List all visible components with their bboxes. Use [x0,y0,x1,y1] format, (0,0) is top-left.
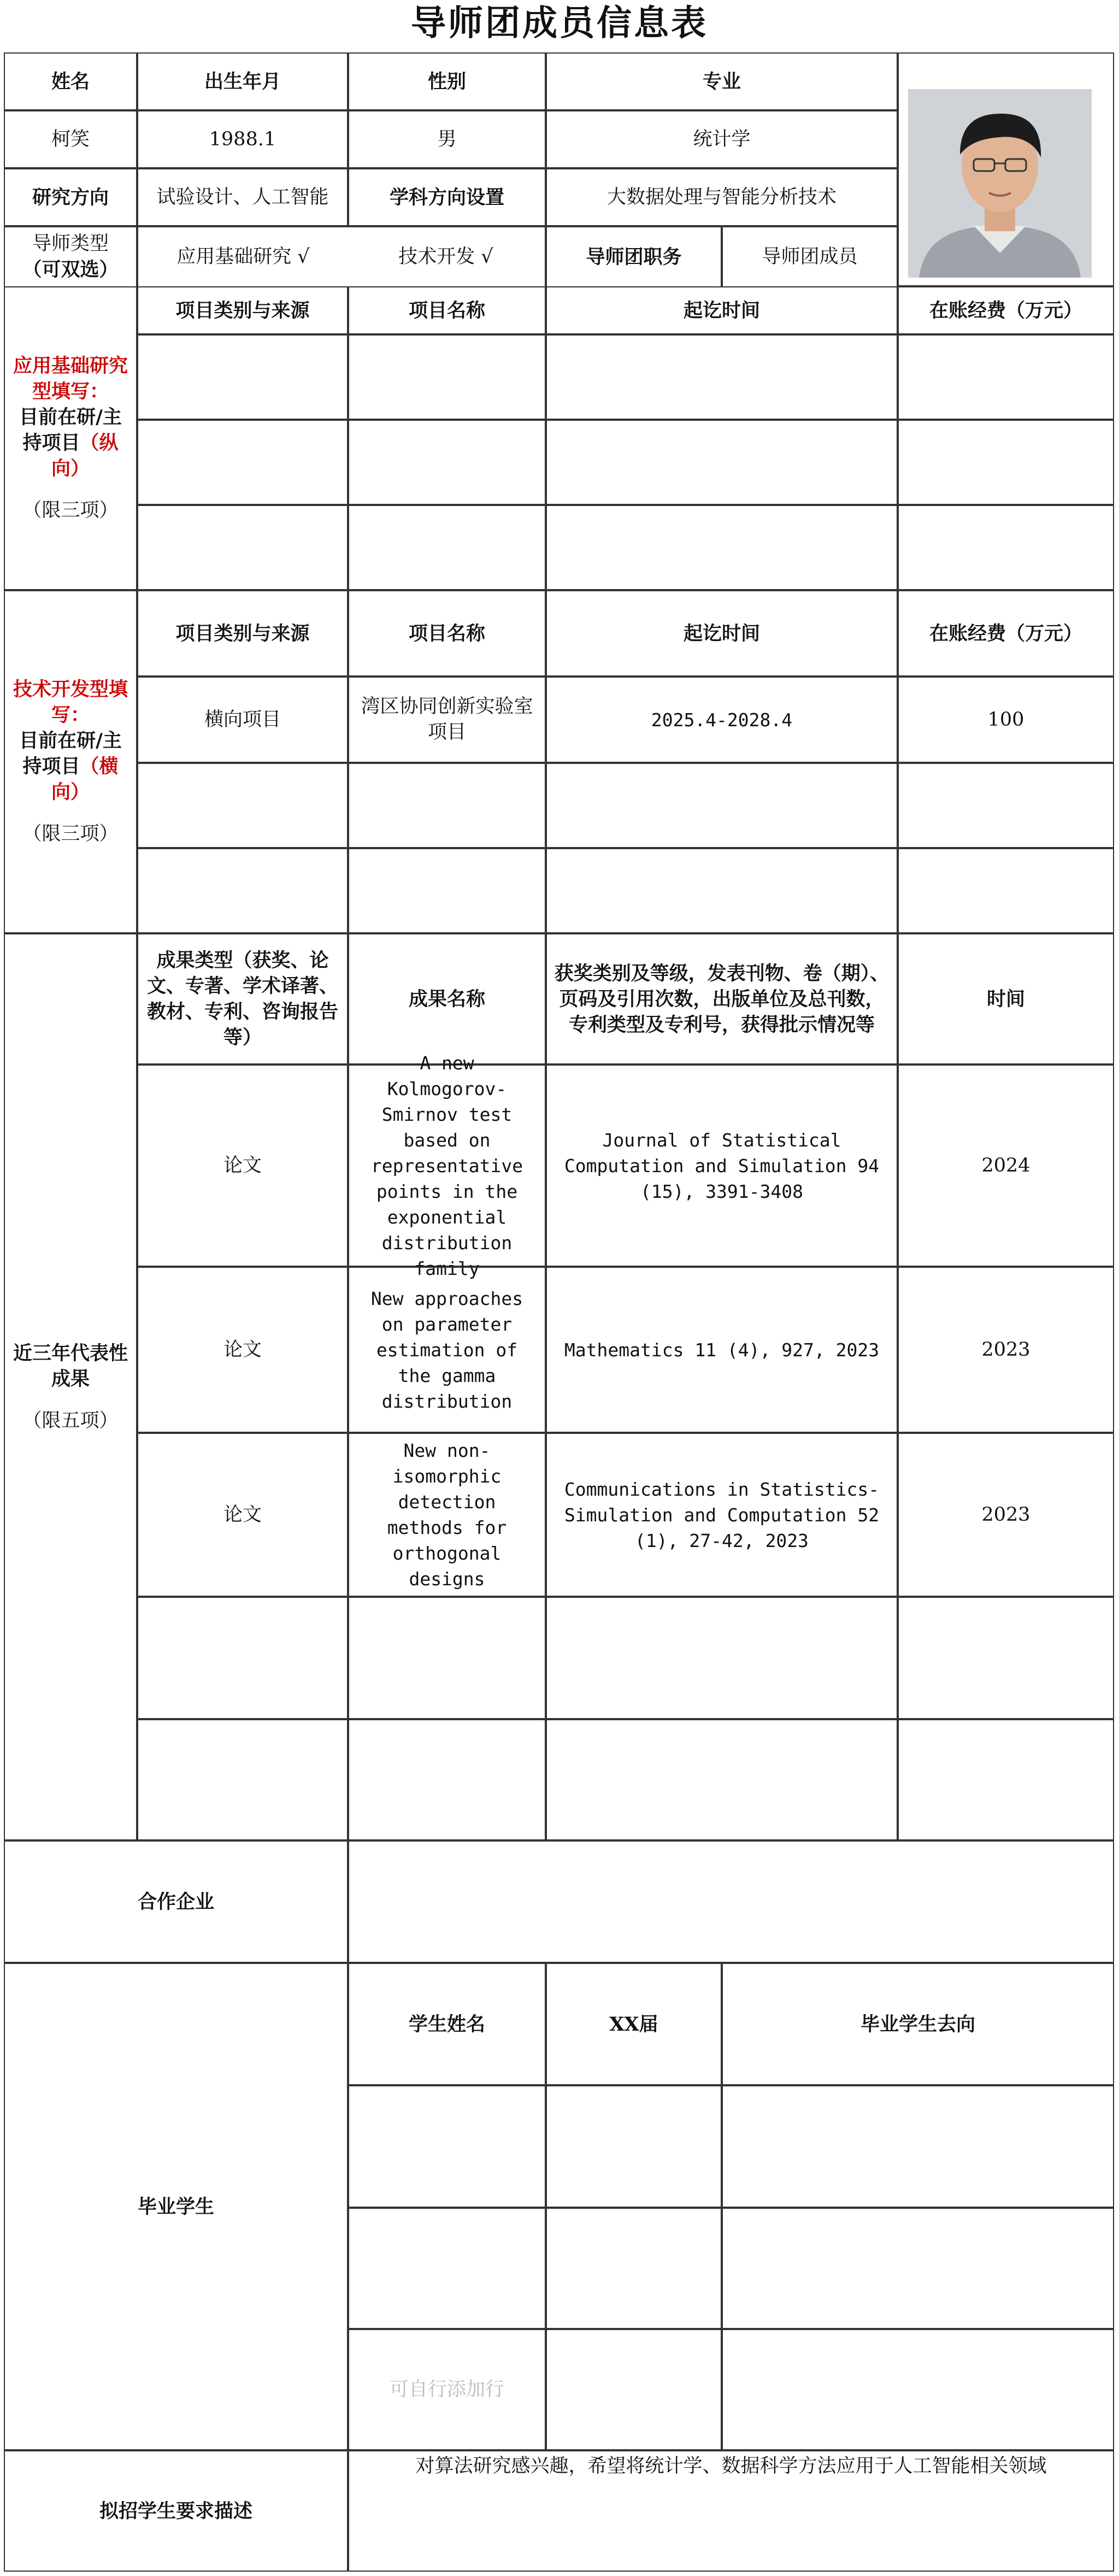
requirements-label: 拟招学生要求描述 [4,2450,348,2572]
basic-research-label [4,286,137,590]
value-gender: 男 [348,110,546,168]
grad-row-1-destination [722,2085,1114,2208]
tech-header-name: 项目名称 [348,590,546,677]
basic-row-2-name [348,420,546,505]
basic-row-3-period [546,505,898,590]
grad-row-2-name [348,2208,546,2329]
ach-header-type: 成果类型（获奖、论文、专著、学术译著、教材、专利、咨询报告等） [137,933,348,1064]
tech-row-1-name: 湾区协同创新实验室项目 [348,677,546,763]
basic-row-3-name [348,505,546,590]
tech-dev-limit: （限三项） [22,823,119,845]
grad-header-name: 学生姓名 [348,1963,546,2085]
value-name: 柯笑 [4,110,137,168]
grad-row-3-destination [722,2329,1114,2450]
value-direction: 试验设计、人工智能 [137,168,348,226]
grad-row-1-name [348,2085,546,2208]
basic-header-name: 项目名称 [348,286,546,334]
partner-label: 合作企业 [4,1840,348,1963]
achievements-label [4,933,137,1840]
tech-header-category: 项目类别与来源 [137,590,348,677]
ach-row-4-type [137,1597,348,1719]
value-birth: 1988.1 [137,110,348,168]
tech-row-3-name [348,848,546,933]
tech-row-2-category [137,763,348,848]
ach-row-5-name [348,1719,546,1840]
value-major: 统计学 [546,110,898,168]
ach-row-5-year [898,1719,1114,1840]
grad-header-class: XX届 [546,1963,722,2085]
value-role: 导师团成员 [722,226,898,287]
grad-add-row-hint: 可自行添加行 [348,2329,546,2450]
basic-row-1-period [546,334,898,420]
partner-value [348,1840,1114,1963]
header-major: 专业 [546,52,898,110]
ach-header-detail: 获奖类别及等级，发表刊物、卷（期）、页码及引用次数，出版单位及总刊数，专利类型及专利号，获得批示情况等 [546,933,898,1064]
basic-row-2-category [137,420,348,505]
tech-row-1-period: 2025.4-2028.4 [546,677,898,763]
ach-header-name: 成果名称 [348,933,546,1064]
ach-row-1-year: 2024 [898,1064,1114,1267]
basic-row-3-category [137,505,348,590]
tech-row-2-name [348,763,546,848]
ach-row-1-type: 论文 [137,1064,348,1267]
tech-row-3-funds [898,848,1114,933]
achievements-limit: （限五项） [22,1409,119,1432]
tech-row-1-category: 横向项目 [137,677,348,763]
grad-row-1-class [546,2085,722,2208]
tech-row-2-period [546,763,898,848]
grad-row-3-class [546,2329,722,2450]
basic-header-period: 起讫时间 [546,286,898,334]
basic-row-2-period [546,420,898,505]
tech-dev-label [4,590,137,933]
basic-research-limit: （限三项） [22,499,119,521]
header-name: 姓名 [4,52,137,110]
ach-row-3-year: 2023 [898,1433,1114,1597]
basic-row-2-funds [898,420,1114,505]
ach-row-1-detail: Journal of Statistical Computation and Simulation 94 (15), 3391-3408 [546,1064,898,1267]
ach-row-2-type: 论文 [137,1267,348,1433]
tech-row-3-category [137,848,348,933]
ach-row-3-name: New non-isomorphic detection methods for orthogonal designs [348,1433,546,1597]
basic-row-1-category [137,334,348,420]
ach-row-4-year [898,1597,1114,1719]
basic-header-category: 项目类别与来源 [137,286,348,334]
tech-row-2-funds [898,763,1114,848]
ach-row-5-type [137,1719,348,1840]
header-gender: 性别 [348,52,546,110]
ach-row-1-name: A new Kolmogorov-Smirnov test based on representative points in the exponential distribution family [348,1064,546,1267]
header-discipline: 学科方向设置 [348,168,546,226]
tech-header-funds: 在账经费（万元） [898,590,1114,677]
tech-dev-title: 技术开发型填写： [13,678,128,726]
grad-row-2-destination [722,2208,1114,2329]
tech-dev-subtitle [11,728,129,805]
ach-header-year: 时间 [898,933,1114,1064]
basic-row-3-funds [898,505,1114,590]
grad-header-destination: 毕业学生去向 [722,1963,1114,2085]
basic-header-funds: 在账经费（万元） [898,286,1114,334]
basic-research-subtitle-text: 目前在研/主持项目 [19,406,122,454]
tech-dev-subtitle-red: （横向） [51,755,119,803]
value-type-basic: 应用基础研究 √ [137,226,348,287]
basic-research-subtitle-red: （纵向） [51,432,119,480]
ach-row-2-year: 2023 [898,1267,1114,1433]
ach-row-2-name: New approaches on parameter estimation of the gamma distribution [348,1267,546,1433]
ach-row-3-type: 论文 [137,1433,348,1597]
tech-dev-subtitle-text: 目前在研/主持项目 [19,730,122,778]
tech-row-1-funds: 100 [898,677,1114,763]
ach-row-5-detail [546,1719,898,1840]
mentor-type-label: 导师类型 [32,233,109,255]
ach-row-4-name [348,1597,546,1719]
grad-row-2-class [546,2208,722,2329]
profile-photo [908,89,1092,278]
header-mentor-type [4,226,137,287]
mentor-type-note: （可双选） [22,258,119,281]
basic-research-subtitle [11,404,129,481]
basic-row-1-funds [898,334,1114,420]
graduates-label: 毕业学生 [4,1963,348,2450]
ach-row-2-detail: Mathematics 11 (4), 927, 2023 [546,1267,898,1433]
value-discipline: 大数据处理与智能分析技术 [546,168,898,226]
tech-row-3-period [546,848,898,933]
basic-row-1-name [348,334,546,420]
tech-header-period: 起讫时间 [546,590,898,677]
value-type-tech: 技术开发 √ [347,226,546,287]
ach-row-4-detail [546,1597,898,1719]
achievements-title: 近三年代表性成果 [13,1342,128,1390]
header-direction: 研究方向 [4,168,137,226]
header-birth: 出生年月 [137,52,348,110]
basic-research-title: 应用基础研究型填写： [13,355,128,403]
requirements-text: 对算法研究感兴趣，希望将统计学、数据科学方法应用于人工智能相关领域 [348,2450,1114,2572]
header-role: 导师团职务 [546,226,722,287]
page-title: 导师团成员信息表 [411,3,708,44]
ach-row-3-detail: Communications in Statistics-Simulation and Computation 52 (1), 27-42, 2023 [546,1433,898,1597]
